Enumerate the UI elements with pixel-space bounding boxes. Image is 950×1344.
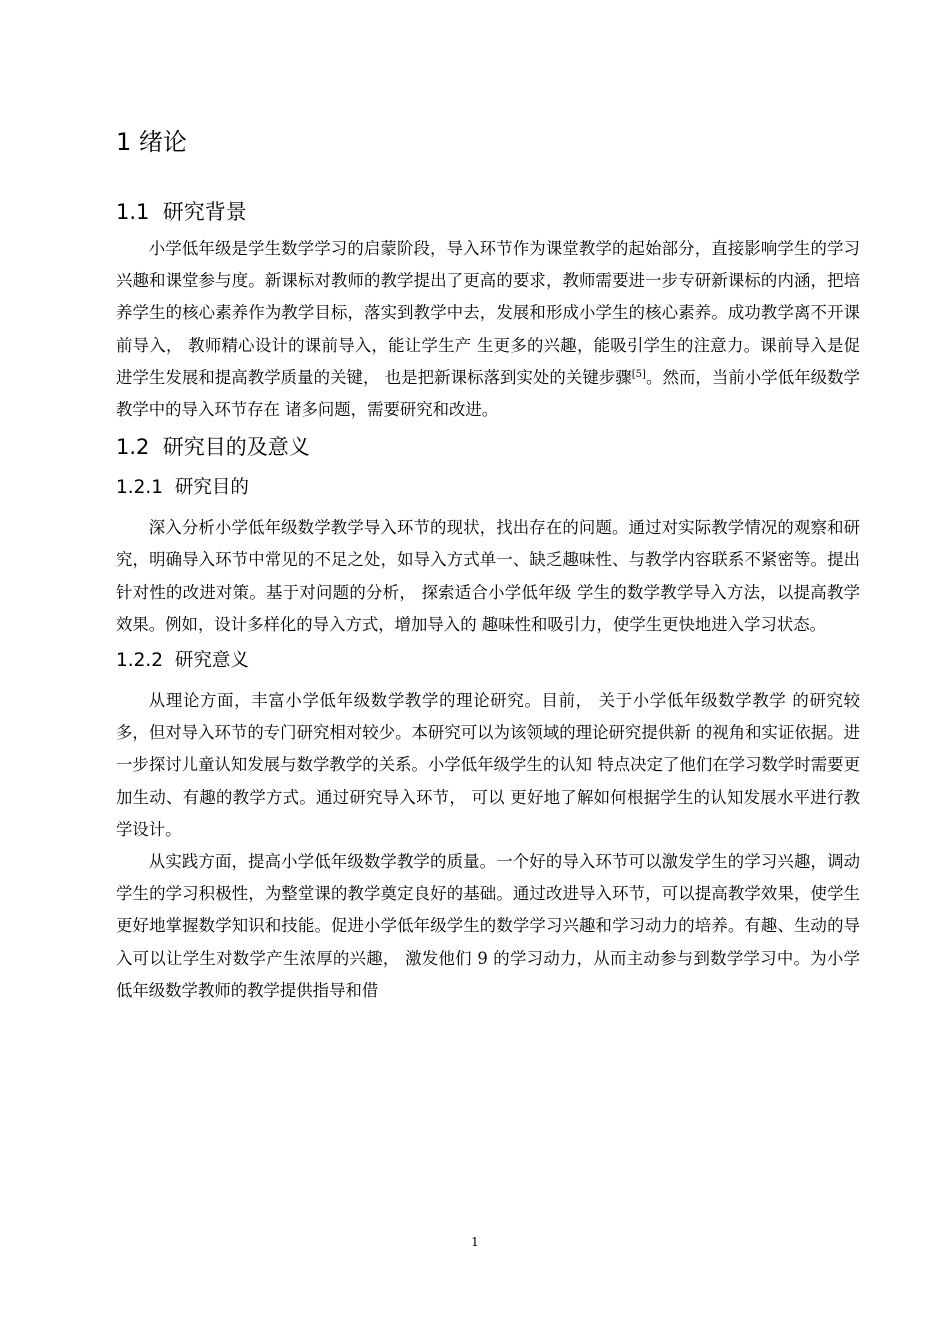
page-number: 1 <box>471 1235 479 1249</box>
section-heading-purpose-meaning: 1.2 研究目的及意义 <box>116 435 310 460</box>
section-heading-background: 1.1 研究背景 <box>116 200 247 224</box>
citation-reference: [5] <box>631 368 646 380</box>
purpose-paragraph: 深入分析小学低年级数学教学导入环节的现状，找出存在的问题。通过对实际教学情况的观察和研究，明确导入环节中常见的不足之处，如导入方式单一、缺乏趣味性、与教学内容联系不紧密等。提出针对性的改进对策。基于对问题的分析， 探索适合小学低年级 学生的数学教学导入方法，以提高教学效果。例如，设计多样化的导入方式，增加导入的 趣味性和吸引力，使学生更快地进入学习状态。 <box>116 518 860 634</box>
meaning-paragraph-theory: 从理论方面，丰富小学低年级数学教学的理论研究。目前， 关于小学低年级数学教学 的研究较多，但对导入环节的专门研究相对较少。本研究可以为该领域的理论研究提供新 的视角和实证依据。进一步探讨儿童认知发展与数学教学的关系。小学低年级学生的认知 特点决定了他们在学习数学时需要更加生动、有趣的教学方式。通过研究导入环节， 可以 更好地了解如何根据学生的认知发展水平进行教学设计。 <box>116 691 860 839</box>
subsection-heading-purpose: 1.2.1 研究目的 <box>116 477 249 499</box>
page-content <box>116 126 860 1007</box>
chapter-title: 1 绪论 <box>116 128 187 156</box>
background-paragraph-text: 小学低年级是学生数学学习的启蒙阶段，导入环节作为课堂教学的起始部分，直接影响学生的学习兴趣和课堂参与度。新课标对教师的教学提出了更高的要求，教师需要进一步专研新课标的内涵，把培养学生的核心素养作为教学目标，落实到教学中去，发展和形成小学生的核心素养。成功教学离不开课前导入， 教师精心设计的课前导入，能让学生产 生更多的兴趣，能吸引学生的注意力。课前导入是促进学生发展和提高教学质量的关键， 也是把新课标落到实处的关键步骤 <box>116 239 860 387</box>
background-paragraph-tail: 。然而，当前小学低年级数学教学中的导入环节存在 诸多问题，需要研究和改进。 <box>116 367 861 420</box>
subsection-heading-meaning: 1.2.2 研究意义 <box>116 650 249 672</box>
meaning-paragraph-practice: 从实践方面，提高小学低年级数学教学的质量。一个好的导入环节可以激发学生的学习兴趣，调动学生的学习积极性，为整堂课的教学奠定良好的基础。通过改进导入环节，可以提高教学效果，使学生更好地掌握数学知识和技能。促进小学低年级学生的数学学习兴趣和学习动力的培养。有趣、生动的导入可以让学生对数学产生浓厚的兴趣， 激发他们 9 的学习动力，从而主动参与到数学学习中。为小学低年级数学教师的教学提供指导和借 <box>116 852 860 1000</box>
background-paragraph <box>116 233 860 426</box>
